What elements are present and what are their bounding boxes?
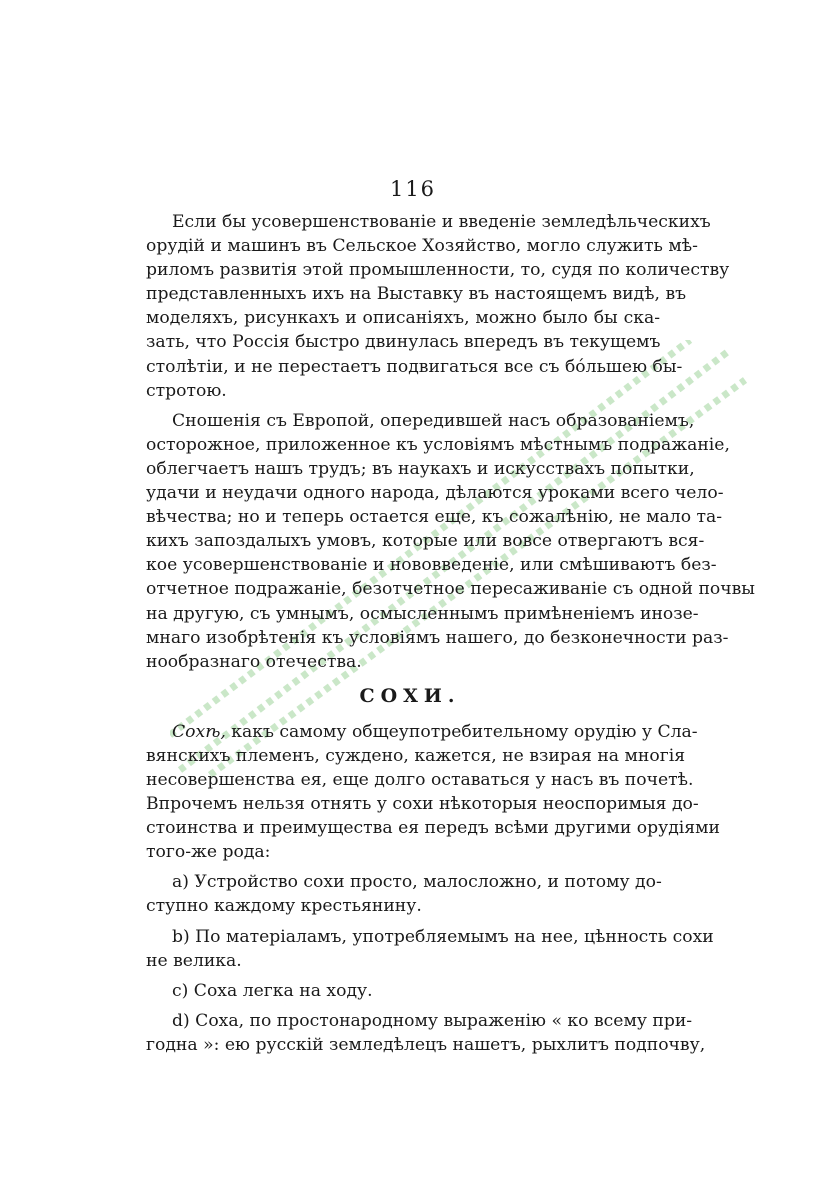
paragraph-2	[146, 409, 755, 674]
paragraph-2-line: кихъ запоздалыхъ умовъ, которые или вовсе отвергаютъ вся-	[146, 531, 705, 552]
paragraph-3-line: стоинства и преимущества ея передъ всѣми другими орудіями	[146, 818, 720, 839]
paragraph-2-line: осторожное, приложенное къ условіямъ мѣстнымъ подражаніе,	[146, 434, 730, 455]
paragraph-2-line: отчетное подражаніе, безотчетное пересаживаніе съ одной почвы	[146, 579, 755, 600]
paragraph-3-line: Впрочемъ нельзя отнять у сохи нѣкоторыя неоспоримыя до-	[146, 794, 699, 815]
paragraph-1-line: представленныхъ ихъ на Выставку въ настоящемъ видѣ, въ	[146, 284, 687, 305]
list-item-line: b) По матеріаламъ, употребляемымъ на нее, цѣнность сохи	[172, 926, 714, 947]
paragraph-3-first-rest: какъ самому общеупотребительному орудію у Сла-	[225, 721, 698, 742]
list-item	[146, 925, 714, 973]
list-item-line: с) Соха легка на ходу.	[172, 980, 373, 1001]
paragraph-2-line: нообразнаго отечества.	[146, 651, 362, 672]
list-item	[146, 979, 660, 1003]
paragraph-2-line: удачи и неудачи одного народа, дѣлаются уроками всего чело-	[146, 483, 724, 504]
list-item	[146, 1009, 706, 1057]
paragraph-1-line: зать, что Россія быстро двинулась впередъ въ текущемъ	[146, 332, 661, 353]
list-item-line: не велика.	[146, 950, 242, 971]
paragraph-3	[146, 720, 720, 865]
list-item-line: ступно каждому крестьянину.	[146, 896, 422, 917]
paragraph-3-line: несовершенства ея, еще долго оставаться у насъ въ почетѣ.	[146, 769, 694, 790]
list-item	[146, 870, 660, 918]
paragraph-2-line: вѣчества; но и теперь остается еще, къ сожалѣнію, не мало та-	[146, 507, 723, 528]
paragraph-1-line: стротою.	[146, 380, 227, 401]
section-title: СОХИ.	[359, 684, 461, 707]
paragraph-1-line: Если бы усовершенствованіе и введеніе земледѣльческихъ	[172, 212, 711, 232]
page-number: 116	[389, 177, 437, 201]
paragraph-3-first-line	[146, 720, 698, 744]
paragraph-3-line: того-же рода:	[146, 842, 271, 863]
list-item-line: а) Устройство сохи просто, малосложно, и потому до-	[172, 872, 662, 893]
list-item-line: годна »: ею русскій земледѣлецъ нашетъ, рыхлитъ подпочву,	[146, 1034, 706, 1055]
paragraph-2-line: на другую, съ умнымъ, осмысленнымъ примѣненіемъ инозе-	[146, 603, 699, 624]
paragraph-2-line: Сношенія съ Европой, опередившей насъ образованіемъ,	[172, 410, 695, 431]
item-list	[146, 870, 714, 1063]
paragraph-2-line: кое усовершенствованіе и нововведеніе, или смѣшиваютъ без-	[146, 555, 717, 576]
book-page	[146, 176, 755, 1063]
paragraph-1-line: столѣтіи, и не перестаетъ подвигаться все съ бóльшею бы-	[146, 356, 683, 377]
paragraph-1-line: орудій и машинъ въ Сельское Хозяйство, могло служить мѣ-	[146, 236, 698, 257]
paragraph-1-line: риломъ развитія этой промышленности, то, судя по количеству	[146, 260, 730, 281]
paragraph-3-lead: Сохѣ,	[172, 721, 226, 742]
paragraph-2-line: облегчаетъ нашъ трудъ; въ наукахъ и искусствахъ попытки,	[146, 458, 695, 479]
paragraph-1-line: моделяхъ, рисункахъ и описаніяхъ, можно было бы ска-	[146, 308, 660, 329]
list-item-line: d) Соха, по простонародному выраженію « ко всему при-	[172, 1010, 693, 1031]
paragraph-2-line: мнаго изобрѣтенія къ условіямъ нашего, до безконечности раз-	[146, 627, 729, 648]
paragraph-3-line: вянскихъ племенъ, суждено, кажется, не взирая на многія	[146, 745, 686, 766]
paragraph-1	[146, 210, 730, 403]
